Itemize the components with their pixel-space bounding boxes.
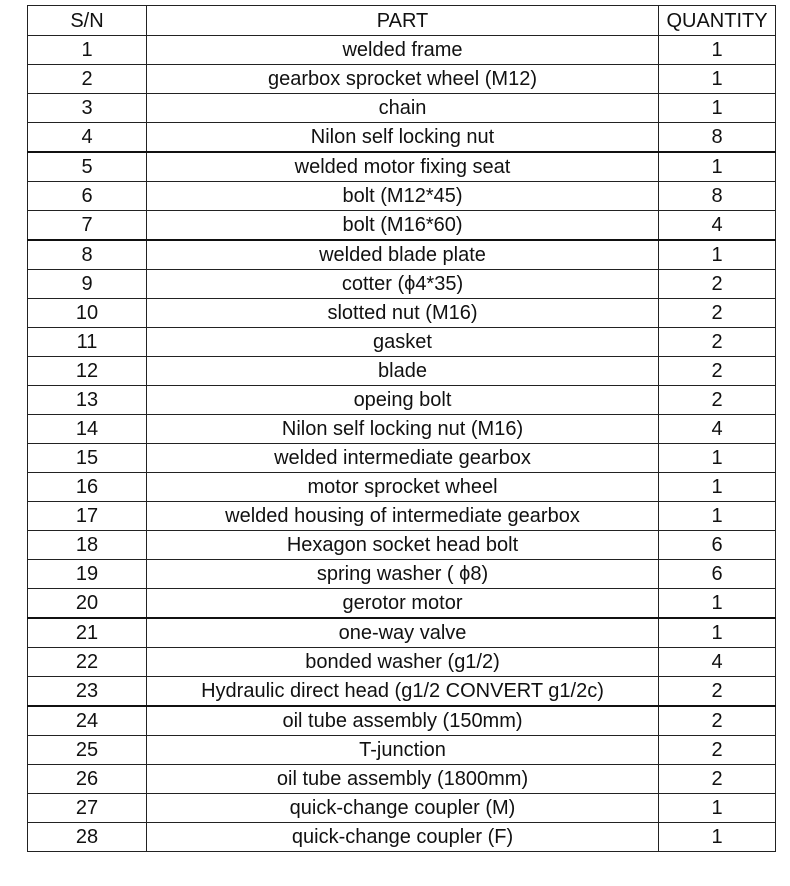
- cell-sn: 15: [28, 444, 147, 473]
- table-row: [28, 415, 776, 444]
- header-part: PART: [147, 6, 659, 36]
- table-row: [28, 648, 776, 677]
- cell-sn: 3: [28, 94, 147, 123]
- cell-sn: 12: [28, 357, 147, 386]
- cell-quantity: 1: [659, 823, 776, 852]
- cell-part: gerotor motor: [147, 589, 659, 619]
- cell-sn: 20: [28, 589, 147, 619]
- cell-part: welded blade plate: [147, 240, 659, 270]
- table-row: [28, 823, 776, 852]
- cell-sn: 8: [28, 240, 147, 270]
- cell-quantity: 1: [659, 794, 776, 823]
- cell-part: oil tube assembly (1800mm): [147, 765, 659, 794]
- table-row: [28, 386, 776, 415]
- cell-part: chain: [147, 94, 659, 123]
- cell-sn: 11: [28, 328, 147, 357]
- cell-sn: 21: [28, 618, 147, 648]
- cell-part: bolt (M16*60): [147, 211, 659, 241]
- cell-sn: 23: [28, 677, 147, 707]
- cell-sn: 2: [28, 65, 147, 94]
- cell-quantity: 1: [659, 65, 776, 94]
- cell-quantity: 2: [659, 299, 776, 328]
- table-row: [28, 736, 776, 765]
- table-body: [28, 36, 776, 852]
- cell-part: Nilon self locking nut (M16): [147, 415, 659, 444]
- cell-sn: 25: [28, 736, 147, 765]
- cell-part: opeing bolt: [147, 386, 659, 415]
- table-row: [28, 123, 776, 153]
- cell-quantity: 2: [659, 386, 776, 415]
- cell-sn: 16: [28, 473, 147, 502]
- cell-sn: 4: [28, 123, 147, 153]
- cell-sn: 10: [28, 299, 147, 328]
- table-row: [28, 240, 776, 270]
- table-row: [28, 531, 776, 560]
- cell-sn: 26: [28, 765, 147, 794]
- cell-part: cotter (ϕ4*35): [147, 270, 659, 299]
- cell-sn: 14: [28, 415, 147, 444]
- cell-quantity: 2: [659, 736, 776, 765]
- cell-part: Hydraulic direct head (g1/2 CONVERT g1/2c): [147, 677, 659, 707]
- cell-quantity: 2: [659, 677, 776, 707]
- cell-quantity: 4: [659, 211, 776, 241]
- cell-sn: 1: [28, 36, 147, 65]
- cell-part: welded frame: [147, 36, 659, 65]
- cell-sn: 18: [28, 531, 147, 560]
- cell-part: gearbox sprocket wheel (M12): [147, 65, 659, 94]
- table-row: [28, 36, 776, 65]
- cell-part: bonded washer (g1/2): [147, 648, 659, 677]
- cell-part: gasket: [147, 328, 659, 357]
- cell-part: Hexagon socket head bolt: [147, 531, 659, 560]
- cell-part: T-junction: [147, 736, 659, 765]
- cell-quantity: 4: [659, 648, 776, 677]
- cell-part: quick-change coupler (F): [147, 823, 659, 852]
- cell-quantity: 1: [659, 240, 776, 270]
- cell-part: welded motor fixing seat: [147, 152, 659, 182]
- table-row: [28, 706, 776, 736]
- cell-sn: 17: [28, 502, 147, 531]
- cell-part: one-way valve: [147, 618, 659, 648]
- table-row: [28, 328, 776, 357]
- cell-quantity: 2: [659, 706, 776, 736]
- cell-quantity: 4: [659, 415, 776, 444]
- table-row: [28, 65, 776, 94]
- cell-part: motor sprocket wheel: [147, 473, 659, 502]
- table-row: [28, 357, 776, 386]
- cell-quantity: 2: [659, 357, 776, 386]
- cell-part: oil tube assembly (150mm): [147, 706, 659, 736]
- table-row: [28, 182, 776, 211]
- cell-sn: 22: [28, 648, 147, 677]
- cell-sn: 19: [28, 560, 147, 589]
- cell-sn: 13: [28, 386, 147, 415]
- table-row: [28, 444, 776, 473]
- cell-part: welded intermediate gearbox: [147, 444, 659, 473]
- cell-part: welded housing of intermediate gearbox: [147, 502, 659, 531]
- cell-quantity: 6: [659, 531, 776, 560]
- cell-quantity: 2: [659, 765, 776, 794]
- cell-part: spring washer ( ϕ8): [147, 560, 659, 589]
- table-row: [28, 560, 776, 589]
- cell-part: bolt (M12*45): [147, 182, 659, 211]
- table-row: [28, 299, 776, 328]
- cell-quantity: 2: [659, 328, 776, 357]
- cell-sn: 7: [28, 211, 147, 241]
- cell-sn: 24: [28, 706, 147, 736]
- table-row: [28, 677, 776, 707]
- cell-quantity: 1: [659, 94, 776, 123]
- table-row: [28, 618, 776, 648]
- table-row: [28, 211, 776, 241]
- cell-quantity: 1: [659, 444, 776, 473]
- table-row: [28, 502, 776, 531]
- header-sn: S/N: [28, 6, 147, 36]
- cell-part: slotted nut (M16): [147, 299, 659, 328]
- cell-part: blade: [147, 357, 659, 386]
- cell-quantity: 1: [659, 36, 776, 65]
- cell-quantity: 1: [659, 502, 776, 531]
- cell-quantity: 6: [659, 560, 776, 589]
- cell-sn: 5: [28, 152, 147, 182]
- header-row: [28, 6, 776, 36]
- cell-quantity: 1: [659, 473, 776, 502]
- cell-quantity: 8: [659, 182, 776, 211]
- cell-sn: 27: [28, 794, 147, 823]
- table-row: [28, 794, 776, 823]
- table-row: [28, 152, 776, 182]
- table-row: [28, 94, 776, 123]
- cell-sn: 28: [28, 823, 147, 852]
- header-quantity: QUANTITY: [659, 6, 776, 36]
- table-row: [28, 270, 776, 299]
- cell-quantity: 1: [659, 589, 776, 619]
- parts-table: [27, 5, 776, 852]
- cell-quantity: 1: [659, 152, 776, 182]
- cell-sn: 6: [28, 182, 147, 211]
- table-row: [28, 473, 776, 502]
- cell-part: Nilon self locking nut: [147, 123, 659, 153]
- table-row: [28, 589, 776, 619]
- cell-sn: 9: [28, 270, 147, 299]
- cell-quantity: 8: [659, 123, 776, 153]
- cell-part: quick-change coupler (M): [147, 794, 659, 823]
- cell-quantity: 2: [659, 270, 776, 299]
- table-row: [28, 765, 776, 794]
- cell-quantity: 1: [659, 618, 776, 648]
